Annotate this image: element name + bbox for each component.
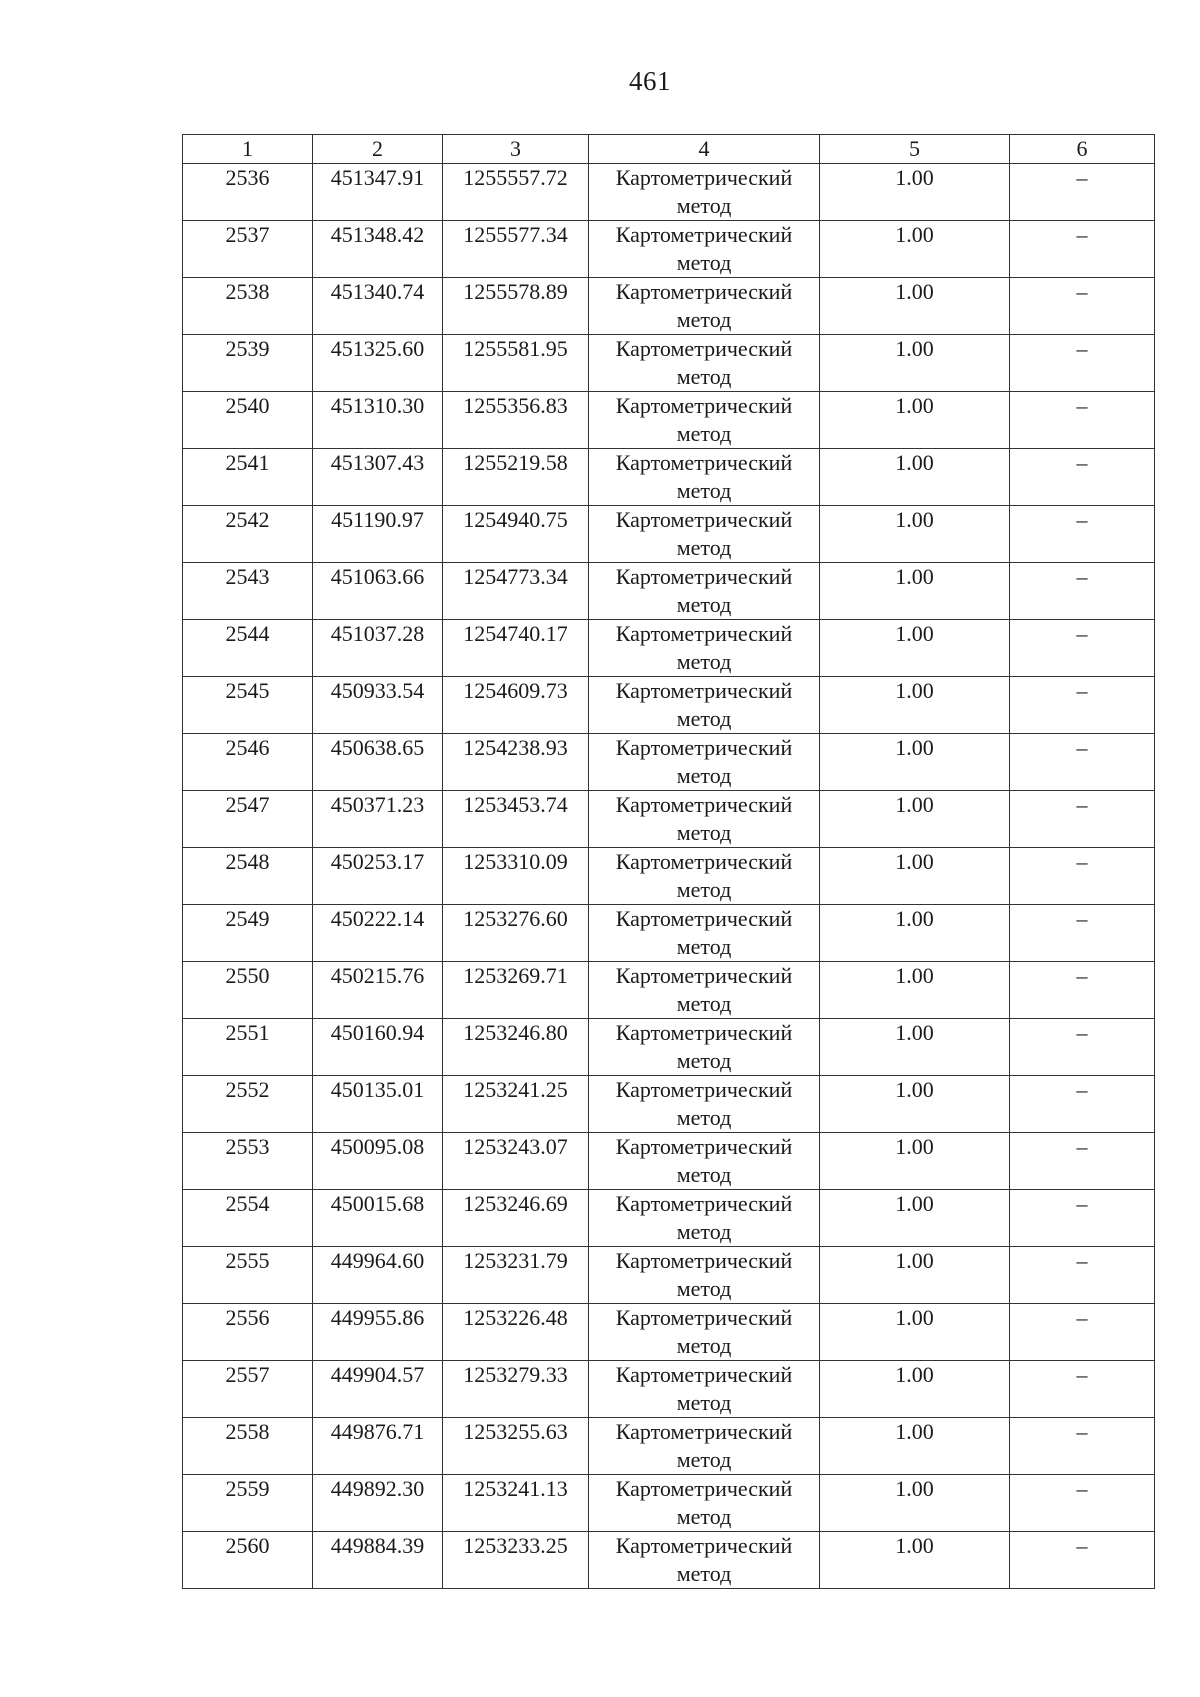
table-row: [183, 1304, 1155, 1361]
x-coordinate-cell: 451307.43: [313, 449, 443, 506]
table-row: [183, 1418, 1155, 1475]
method-line-1: Картометрический: [615, 336, 793, 361]
table-row: [183, 278, 1155, 335]
point-number-cell: 2559: [183, 1475, 313, 1532]
method-line-1: Картометрический: [615, 1020, 793, 1045]
header-col-4: 4: [589, 135, 820, 164]
method-cell: [589, 791, 820, 848]
note-cell: –: [1010, 335, 1155, 392]
note-cell: –: [1010, 221, 1155, 278]
accuracy-cell: 1.00: [820, 677, 1010, 734]
point-number-cell: 2545: [183, 677, 313, 734]
y-coordinate-cell: 1253231.79: [443, 1247, 589, 1304]
accuracy-cell: 1.00: [820, 1418, 1010, 1475]
note-cell: –: [1010, 905, 1155, 962]
method-line-2: метод: [676, 1333, 732, 1358]
method-line-1: Картометрический: [615, 279, 793, 304]
accuracy-cell: 1.00: [820, 335, 1010, 392]
x-coordinate-cell: 450160.94: [313, 1019, 443, 1076]
point-number-cell: 2536: [183, 164, 313, 221]
y-coordinate-cell: 1254238.93: [443, 734, 589, 791]
point-number-cell: 2541: [183, 449, 313, 506]
table-row: [183, 449, 1155, 506]
x-coordinate-cell: 451348.42: [313, 221, 443, 278]
method-line-1: Картометрический: [615, 849, 793, 874]
method-cell: [589, 278, 820, 335]
x-coordinate-cell: 449964.60: [313, 1247, 443, 1304]
accuracy-cell: 1.00: [820, 1190, 1010, 1247]
note-cell: –: [1010, 1532, 1155, 1589]
note-cell: –: [1010, 1133, 1155, 1190]
point-number-cell: 2539: [183, 335, 313, 392]
accuracy-cell: 1.00: [820, 1247, 1010, 1304]
note-cell: –: [1010, 1019, 1155, 1076]
method-line-1: Картометрический: [615, 1191, 793, 1216]
method-line-2: метод: [676, 478, 732, 503]
y-coordinate-cell: 1255577.34: [443, 221, 589, 278]
accuracy-cell: 1.00: [820, 1019, 1010, 1076]
method-cell: [589, 164, 820, 221]
method-line-1: Картометрический: [615, 678, 793, 703]
method-line-1: Картометрический: [615, 1476, 793, 1501]
table-row: [183, 734, 1155, 791]
method-cell: [589, 962, 820, 1019]
x-coordinate-cell: 449892.30: [313, 1475, 443, 1532]
y-coordinate-cell: 1253279.33: [443, 1361, 589, 1418]
method-line-2: метод: [676, 193, 732, 218]
point-number-cell: 2549: [183, 905, 313, 962]
method-line-1: Картометрический: [615, 165, 793, 190]
note-cell: –: [1010, 677, 1155, 734]
method-line-2: метод: [676, 421, 732, 446]
method-line-1: Картометрический: [615, 1362, 793, 1387]
x-coordinate-cell: 450215.76: [313, 962, 443, 1019]
accuracy-cell: 1.00: [820, 1304, 1010, 1361]
point-number-cell: 2556: [183, 1304, 313, 1361]
method-line-2: метод: [676, 535, 732, 560]
table-row: [183, 1133, 1155, 1190]
method-cell: [589, 392, 820, 449]
method-cell: [589, 734, 820, 791]
y-coordinate-cell: 1254740.17: [443, 620, 589, 677]
header-col-2: 2: [313, 135, 443, 164]
x-coordinate-cell: 450222.14: [313, 905, 443, 962]
method-cell: [589, 905, 820, 962]
accuracy-cell: 1.00: [820, 221, 1010, 278]
note-cell: –: [1010, 1475, 1155, 1532]
x-coordinate-cell: 450135.01: [313, 1076, 443, 1133]
x-coordinate-cell: 449884.39: [313, 1532, 443, 1589]
accuracy-cell: 1.00: [820, 1532, 1010, 1589]
method-line-2: метод: [676, 1561, 732, 1586]
table-row: [183, 164, 1155, 221]
x-coordinate-cell: 450015.68: [313, 1190, 443, 1247]
x-coordinate-cell: 451310.30: [313, 392, 443, 449]
point-number-cell: 2558: [183, 1418, 313, 1475]
point-number-cell: 2552: [183, 1076, 313, 1133]
note-cell: –: [1010, 449, 1155, 506]
note-cell: –: [1010, 962, 1155, 1019]
method-line-2: метод: [676, 763, 732, 788]
table-row: [183, 392, 1155, 449]
method-cell: [589, 221, 820, 278]
accuracy-cell: 1.00: [820, 1076, 1010, 1133]
x-coordinate-cell: 451063.66: [313, 563, 443, 620]
header-col-1: 1: [183, 135, 313, 164]
y-coordinate-cell: 1254940.75: [443, 506, 589, 563]
accuracy-cell: 1.00: [820, 848, 1010, 905]
y-coordinate-cell: 1255219.58: [443, 449, 589, 506]
y-coordinate-cell: 1253226.48: [443, 1304, 589, 1361]
y-coordinate-cell: 1253276.60: [443, 905, 589, 962]
accuracy-cell: 1.00: [820, 563, 1010, 620]
note-cell: –: [1010, 1418, 1155, 1475]
method-line-2: метод: [676, 991, 732, 1016]
y-coordinate-cell: 1254609.73: [443, 677, 589, 734]
x-coordinate-cell: 449955.86: [313, 1304, 443, 1361]
header-col-6: 6: [1010, 135, 1155, 164]
accuracy-cell: 1.00: [820, 734, 1010, 791]
table-row: [183, 1475, 1155, 1532]
point-number-cell: 2555: [183, 1247, 313, 1304]
table-row: [183, 1532, 1155, 1589]
header-col-3: 3: [443, 135, 589, 164]
note-cell: –: [1010, 563, 1155, 620]
note-cell: –: [1010, 848, 1155, 905]
method-line-1: Картометрический: [615, 963, 793, 988]
table-header: [183, 135, 1155, 164]
method-line-1: Картометрический: [615, 621, 793, 646]
y-coordinate-cell: 1253310.09: [443, 848, 589, 905]
note-cell: –: [1010, 278, 1155, 335]
method-cell: [589, 506, 820, 563]
accuracy-cell: 1.00: [820, 791, 1010, 848]
method-line-2: метод: [676, 1048, 732, 1073]
table-row: [183, 506, 1155, 563]
method-cell: [589, 620, 820, 677]
method-line-1: Картометрический: [615, 507, 793, 532]
note-cell: –: [1010, 1361, 1155, 1418]
point-number-cell: 2553: [183, 1133, 313, 1190]
method-line-1: Картометрический: [615, 1077, 793, 1102]
accuracy-cell: 1.00: [820, 905, 1010, 962]
method-cell: [589, 1133, 820, 1190]
accuracy-cell: 1.00: [820, 449, 1010, 506]
accuracy-cell: 1.00: [820, 1475, 1010, 1532]
x-coordinate-cell: 451325.60: [313, 335, 443, 392]
x-coordinate-cell: 450371.23: [313, 791, 443, 848]
method-line-2: метод: [676, 706, 732, 731]
method-cell: [589, 1190, 820, 1247]
method-line-1: Картометрический: [615, 1533, 793, 1558]
table-row: [183, 221, 1155, 278]
table-body: [183, 164, 1155, 1589]
method-cell: [589, 1361, 820, 1418]
x-coordinate-cell: 451347.91: [313, 164, 443, 221]
accuracy-cell: 1.00: [820, 620, 1010, 677]
method-line-2: метод: [676, 1105, 732, 1130]
method-cell: [589, 563, 820, 620]
method-cell: [589, 1304, 820, 1361]
y-coordinate-cell: 1255356.83: [443, 392, 589, 449]
y-coordinate-cell: 1253269.71: [443, 962, 589, 1019]
method-cell: [589, 1076, 820, 1133]
point-number-cell: 2547: [183, 791, 313, 848]
page-number: 461: [629, 66, 671, 96]
note-cell: –: [1010, 1190, 1155, 1247]
point-number-cell: 2538: [183, 278, 313, 335]
coordinates-table: [182, 134, 1155, 1589]
table-row: [183, 1076, 1155, 1133]
method-line-1: Картометрический: [615, 450, 793, 475]
method-line-1: Картометрический: [615, 792, 793, 817]
point-number-cell: 2546: [183, 734, 313, 791]
table-row: [183, 677, 1155, 734]
method-line-1: Картометрический: [615, 222, 793, 247]
note-cell: –: [1010, 620, 1155, 677]
header-col-5: 5: [820, 135, 1010, 164]
method-cell: [589, 335, 820, 392]
x-coordinate-cell: 451037.28: [313, 620, 443, 677]
method-line-2: метод: [676, 934, 732, 959]
y-coordinate-cell: 1255578.89: [443, 278, 589, 335]
note-cell: –: [1010, 164, 1155, 221]
method-line-2: метод: [676, 1390, 732, 1415]
point-number-cell: 2542: [183, 506, 313, 563]
table-row: [183, 335, 1155, 392]
x-coordinate-cell: 451340.74: [313, 278, 443, 335]
method-line-2: метод: [676, 1276, 732, 1301]
x-coordinate-cell: 449876.71: [313, 1418, 443, 1475]
method-line-2: метод: [676, 592, 732, 617]
table-row: [183, 1019, 1155, 1076]
accuracy-cell: 1.00: [820, 962, 1010, 1019]
table-row: [183, 1190, 1155, 1247]
table-row: [183, 620, 1155, 677]
point-number-cell: 2543: [183, 563, 313, 620]
method-cell: [589, 1475, 820, 1532]
table-row: [183, 563, 1155, 620]
table-row: [183, 905, 1155, 962]
note-cell: –: [1010, 1076, 1155, 1133]
y-coordinate-cell: 1253241.25: [443, 1076, 589, 1133]
table-row: [183, 791, 1155, 848]
point-number-cell: 2540: [183, 392, 313, 449]
accuracy-cell: 1.00: [820, 506, 1010, 563]
y-coordinate-cell: 1253246.69: [443, 1190, 589, 1247]
method-line-1: Картометрический: [615, 735, 793, 760]
method-line-1: Картометрический: [615, 564, 793, 589]
method-line-1: Картометрический: [615, 1134, 793, 1159]
note-cell: –: [1010, 392, 1155, 449]
method-line-2: метод: [676, 820, 732, 845]
point-number-cell: 2554: [183, 1190, 313, 1247]
table-row: [183, 848, 1155, 905]
method-line-1: Картометрический: [615, 1248, 793, 1273]
y-coordinate-cell: 1253243.07: [443, 1133, 589, 1190]
method-line-2: метод: [676, 1219, 732, 1244]
method-cell: [589, 677, 820, 734]
method-line-2: метод: [676, 877, 732, 902]
method-cell: [589, 449, 820, 506]
method-line-1: Картометрический: [615, 393, 793, 418]
x-coordinate-cell: 451190.97: [313, 506, 443, 563]
method-line-2: метод: [676, 1162, 732, 1187]
accuracy-cell: 1.00: [820, 392, 1010, 449]
x-coordinate-cell: 449904.57: [313, 1361, 443, 1418]
accuracy-cell: 1.00: [820, 1361, 1010, 1418]
header-row: [183, 135, 1155, 164]
table-row: [183, 1361, 1155, 1418]
point-number-cell: 2537: [183, 221, 313, 278]
x-coordinate-cell: 450933.54: [313, 677, 443, 734]
accuracy-cell: 1.00: [820, 1133, 1010, 1190]
x-coordinate-cell: 450638.65: [313, 734, 443, 791]
method-line-2: метод: [676, 649, 732, 674]
x-coordinate-cell: 450253.17: [313, 848, 443, 905]
note-cell: –: [1010, 1247, 1155, 1304]
y-coordinate-cell: 1254773.34: [443, 563, 589, 620]
point-number-cell: 2550: [183, 962, 313, 1019]
point-number-cell: 2544: [183, 620, 313, 677]
method-cell: [589, 1019, 820, 1076]
y-coordinate-cell: 1253233.25: [443, 1532, 589, 1589]
note-cell: –: [1010, 734, 1155, 791]
point-number-cell: 2551: [183, 1019, 313, 1076]
point-number-cell: 2548: [183, 848, 313, 905]
table-row: [183, 962, 1155, 1019]
y-coordinate-cell: 1255557.72: [443, 164, 589, 221]
method-cell: [589, 848, 820, 905]
method-line-2: метод: [676, 1504, 732, 1529]
method-line-2: метод: [676, 364, 732, 389]
point-number-cell: 2557: [183, 1361, 313, 1418]
method-line-2: метод: [676, 250, 732, 275]
method-cell: [589, 1418, 820, 1475]
method-line-1: Картометрический: [615, 1419, 793, 1444]
method-line-2: метод: [676, 307, 732, 332]
table-row: [183, 1247, 1155, 1304]
method-line-1: Картометрический: [615, 906, 793, 931]
x-coordinate-cell: 450095.08: [313, 1133, 443, 1190]
y-coordinate-cell: 1253255.63: [443, 1418, 589, 1475]
note-cell: –: [1010, 506, 1155, 563]
method-cell: [589, 1247, 820, 1304]
note-cell: –: [1010, 791, 1155, 848]
method-cell: [589, 1532, 820, 1589]
accuracy-cell: 1.00: [820, 278, 1010, 335]
y-coordinate-cell: 1253241.13: [443, 1475, 589, 1532]
method-line-2: метод: [676, 1447, 732, 1472]
y-coordinate-cell: 1253453.74: [443, 791, 589, 848]
method-line-1: Картометрический: [615, 1305, 793, 1330]
accuracy-cell: 1.00: [820, 164, 1010, 221]
y-coordinate-cell: 1255581.95: [443, 335, 589, 392]
point-number-cell: 2560: [183, 1532, 313, 1589]
y-coordinate-cell: 1253246.80: [443, 1019, 589, 1076]
note-cell: –: [1010, 1304, 1155, 1361]
